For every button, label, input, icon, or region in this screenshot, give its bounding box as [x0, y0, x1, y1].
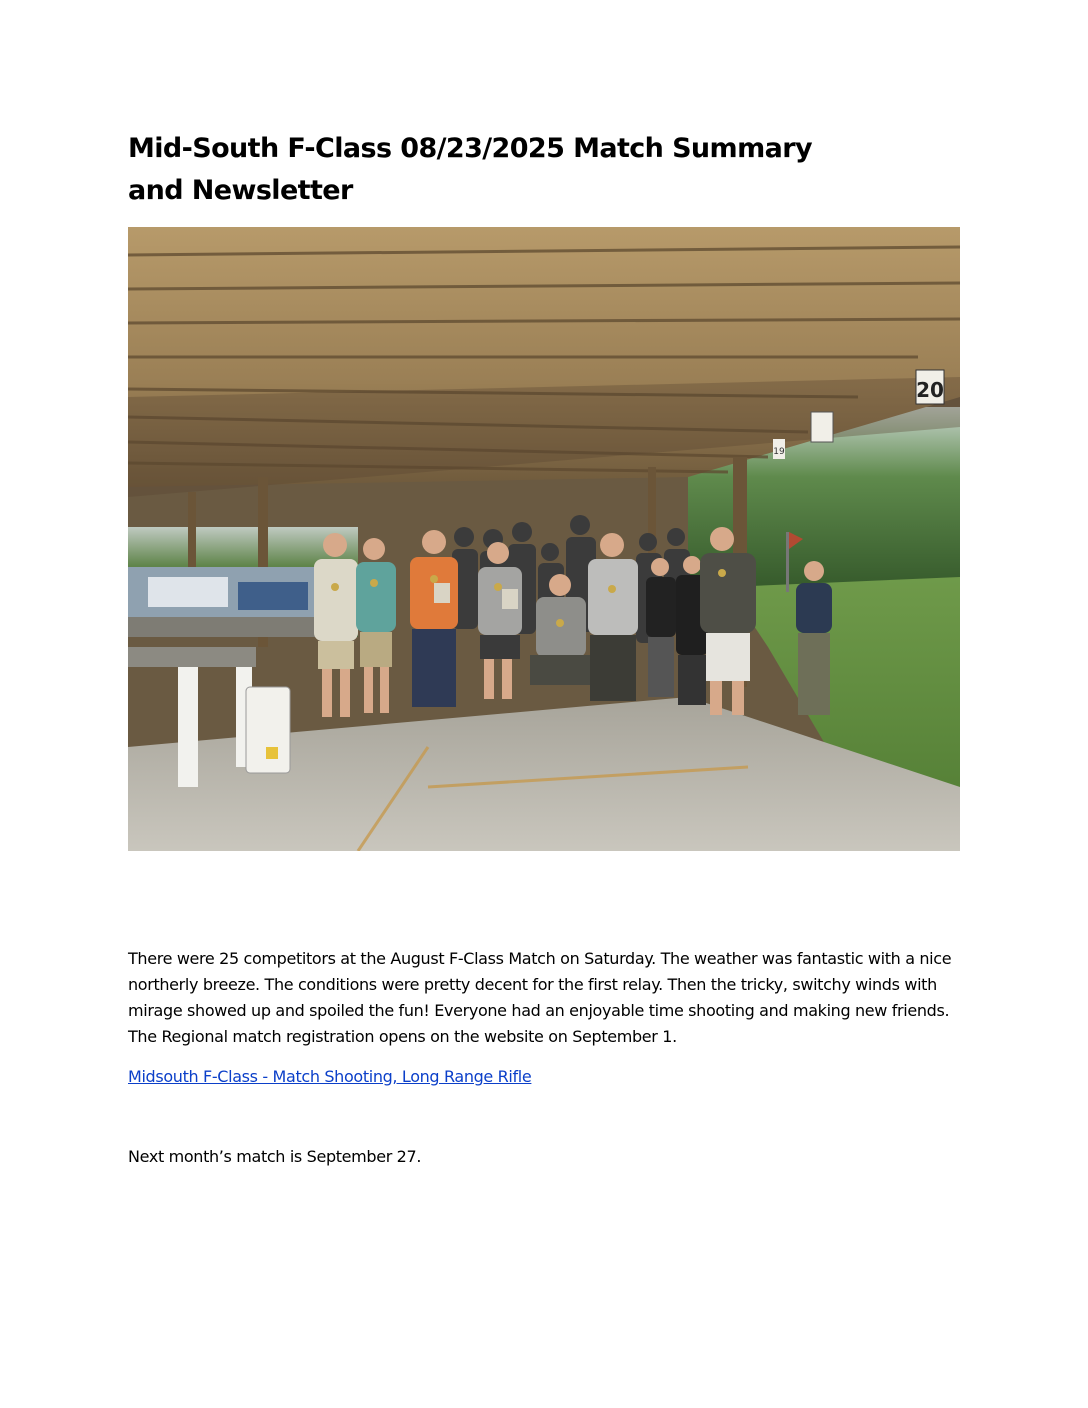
next-match-text: Next month’s match is September 27.	[128, 1147, 422, 1166]
lane-sign-19: 19	[773, 447, 785, 457]
midsouth-website-link[interactable]: Midsouth F-Class - Match Shooting, Long Range Rifle	[128, 1067, 532, 1086]
group-photo	[128, 227, 960, 851]
summary-paragraph: There were 25 competitors at the August F-Class Match on Saturday. The weather was fantastic with a nice northerly breeze. The conditions were pretty decent for the first relay. Then the tricky, switchy winds with mirage showed up and spoiled the fun! Everyone had an enjoyable time shooting and making new friends. The Regional match registration opens on the website on September 1.	[128, 949, 952, 1046]
document-title: Mid-South F-Class 08/23/2025 Match Summary and Newsletter	[128, 133, 812, 206]
lane-sign-20: 20	[916, 378, 944, 402]
